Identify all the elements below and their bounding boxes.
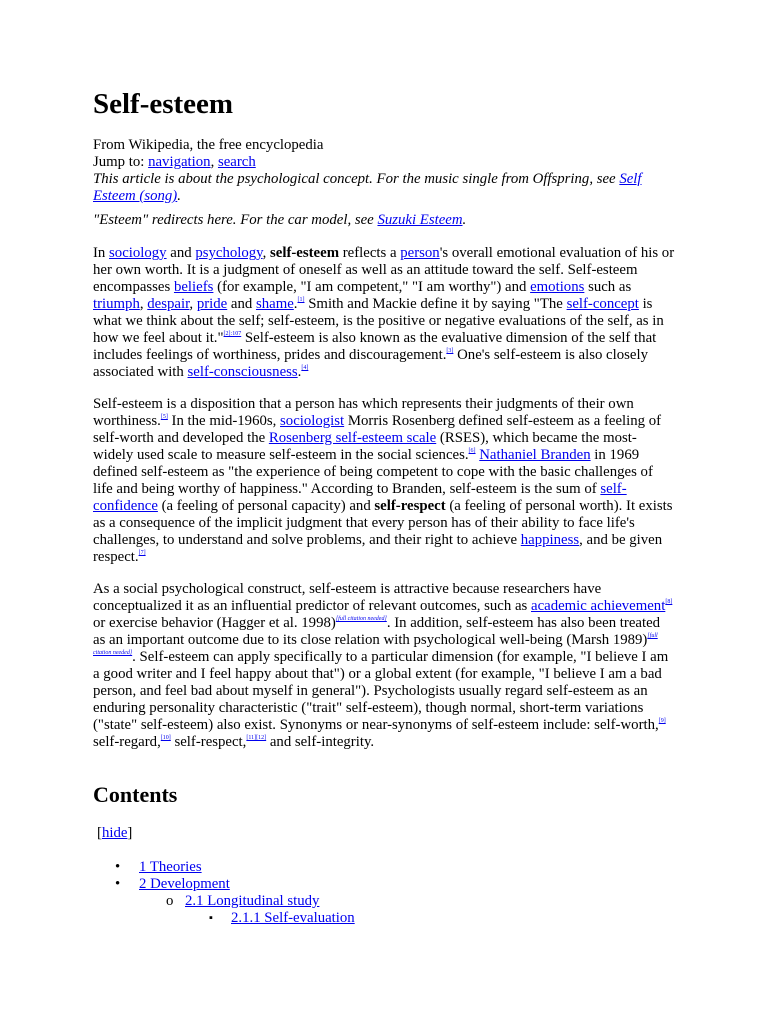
hide-toggle-link[interactable]: hide — [101, 825, 128, 841]
reference-10[interactable]: [10] — [160, 735, 171, 741]
text: . — [297, 364, 302, 380]
sociology-link[interactable]: sociology — [109, 245, 167, 261]
text: (for example, "I am competent," "I am worthy") and — [213, 279, 531, 295]
person-link[interactable]: person — [400, 245, 440, 261]
text: . — [293, 296, 298, 312]
text: self-respect, — [170, 734, 247, 750]
reference-8[interactable]: [8] — [665, 599, 673, 605]
bracket-close: ] — [127, 825, 133, 841]
text: , and be given respect. — [93, 532, 663, 565]
text: self-regard, — [93, 734, 161, 750]
suzuki-esteem-link[interactable]: Suzuki Esteem — [377, 212, 463, 228]
contents-heading: Contents — [93, 782, 178, 807]
toc-link-self-evaluation[interactable]: 2.1.1 Self-evaluation — [231, 910, 355, 926]
toc-item-development — [93, 876, 675, 927]
citation-needed-link[interactable]: [full citation needed] — [335, 616, 387, 622]
toc-link-theories[interactable]: 1 Theories — [139, 859, 202, 875]
text: and self-integrity. — [266, 734, 375, 750]
contents-toggle — [97, 825, 679, 842]
sociologist-link[interactable]: sociologist — [280, 413, 345, 429]
bold-term-self-esteem: self-esteem — [270, 245, 340, 261]
bracket-open: [ — [97, 825, 102, 841]
rosenberg-scale-link[interactable]: Rosenberg self-esteem scale — [268, 430, 437, 446]
jump-links — [93, 154, 675, 171]
citation-needed-link[interactable]: [full citation needed] — [93, 633, 658, 656]
reference-4[interactable]: [4] — [301, 365, 309, 371]
text: Self-esteem is also known as the evaluative dimension of the self that includes feelings of worthiness, prides and discouragement. — [93, 330, 657, 363]
bold-term-self-respect: self-respect — [374, 498, 446, 514]
contents-list — [93, 859, 675, 927]
toc-item-self-evaluation — [185, 910, 675, 927]
hatnote-music — [93, 171, 675, 205]
jump-prefix: Jump to: — [93, 154, 149, 170]
self-confidence-link[interactable]: self-confidence — [93, 481, 627, 514]
happiness-link[interactable]: happiness — [520, 532, 580, 548]
reference-3[interactable]: [3] — [446, 348, 454, 354]
navigation-link[interactable]: navigation — [148, 154, 211, 170]
despair-link[interactable]: despair — [147, 296, 190, 312]
reference-6[interactable]: [6] — [468, 448, 476, 454]
text: or exercise behavior (Hagger et al. 1998) — [93, 615, 336, 631]
reference-9[interactable]: [9] — [658, 718, 666, 724]
text: Smith and Mackie define it by saying "The — [304, 296, 567, 312]
text: (RSES), which became the most-widely used scale to measure self-esteem in the social sciences. — [93, 430, 637, 463]
hatnote-car-end: . — [462, 212, 467, 228]
jump-separator: , — [210, 154, 218, 170]
text: 's overall emotional evaluation of his or her own worth. It is a judgment of oneself as well as an attitude toward the self. Self-esteem encompasses — [93, 245, 675, 295]
hatnote-car — [93, 212, 675, 229]
toc-link-development[interactable]: 2 Development — [139, 876, 230, 892]
toc-link-longitudinal-study[interactable]: 2.1 Longitudinal study — [185, 893, 320, 909]
hatnote-music-text: This article is about the psychological concept. For the music single from Offspring, see — [93, 171, 620, 187]
page-title: Self-esteem — [93, 88, 234, 120]
text: reflects a — [339, 245, 401, 261]
text: , — [262, 245, 271, 261]
reference-2[interactable]: [2]:107 — [223, 331, 242, 337]
search-link[interactable]: search — [217, 154, 256, 170]
psychology-link[interactable]: psychology — [195, 245, 263, 261]
shame-link[interactable]: shame — [255, 296, 294, 312]
text: In the mid-1960s, — [167, 413, 281, 429]
reference-1[interactable]: [1] — [297, 297, 305, 303]
emotions-link[interactable]: emotions — [530, 279, 585, 295]
text: (a feeling of personal worth). It exists as a consequence of the implicit judgment that every person has of their ability to face life's challenges, to understand and solve problems, and their right to achieve — [93, 498, 673, 548]
academic-achievement-link[interactable]: academic achievement — [531, 598, 666, 614]
text: in 1969 defined self-esteem as "the experience of being competent to cope with the basic challenges of life and being worthy of happiness." According to Branden, self-esteem is the sum of — [93, 447, 653, 497]
text: Morris Rosenberg defined self-esteem as a feeling of self-worth and developed the — [93, 413, 662, 446]
pride-link[interactable]: pride — [196, 296, 228, 312]
reference-5[interactable]: [5] — [160, 414, 168, 420]
text: is what we think about the self; self-esteem, is the positive or negative evaluations of the self, as in how we feel about it." — [93, 296, 664, 346]
triumph-link[interactable]: triumph — [93, 296, 140, 312]
text: As a social psychological construct, self-esteem is attractive because researchers have conceptualized it as an influential predictor of relevant outcomes, such as — [93, 581, 602, 614]
self-consciousness-link[interactable]: self-consciousness — [187, 364, 298, 380]
text: such as — [584, 279, 632, 295]
text: . In addition, self-esteem has also been treated as an important outcome due to its close relation with psychological well-being (Marsh 1989) — [93, 615, 661, 648]
toc-item-theories — [93, 859, 675, 876]
hatnote-car-text: "Esteem" redirects here. For the car model, see — [93, 212, 378, 228]
reference-7[interactable]: [7] — [138, 550, 146, 556]
text: One's self-esteem is also closely associated with — [93, 347, 648, 380]
text: In — [93, 245, 110, 261]
text: . Self-esteem can apply specifically to a particular dimension (for example, "I believe I am a good writer and I feel happy about that") or a global extent (for example, "I believe I am a bad person, and feel bad about myself in general"). Psychologists usually regard self-esteem as an enduring personality characteristic ("trait" self-esteem), though normal, short-term variations ("state" self-esteem) also exist. Synonyms or near-synonyms of self-esteem include: self-worth, — [93, 649, 669, 733]
paragraph-construct — [93, 581, 675, 751]
self-concept-link[interactable]: self-concept — [566, 296, 639, 312]
text: and — [227, 296, 256, 312]
text: and — [166, 245, 196, 261]
text: , — [139, 296, 148, 312]
toc-item-longitudinal-study — [139, 893, 675, 927]
hatnote-music-end: . — [177, 188, 181, 204]
text: , — [189, 296, 197, 312]
paragraph-intro — [93, 245, 675, 381]
self-esteem-song-link[interactable]: Self Esteem (song) — [93, 171, 642, 204]
paragraph-disposition — [93, 396, 675, 566]
text: (a feeling of personal capacity) and — [157, 498, 375, 514]
nathaniel-branden-link[interactable]: Nathaniel Branden — [479, 447, 591, 463]
beliefs-link[interactable]: beliefs — [173, 279, 214, 295]
reference-11-12[interactable]: [11][12] — [246, 735, 267, 741]
site-subtitle: From Wikipedia, the free encyclopedia — [93, 137, 324, 153]
text: Self-esteem is a disposition that a person has which represents their judgments of their own worthiness. — [93, 396, 634, 429]
